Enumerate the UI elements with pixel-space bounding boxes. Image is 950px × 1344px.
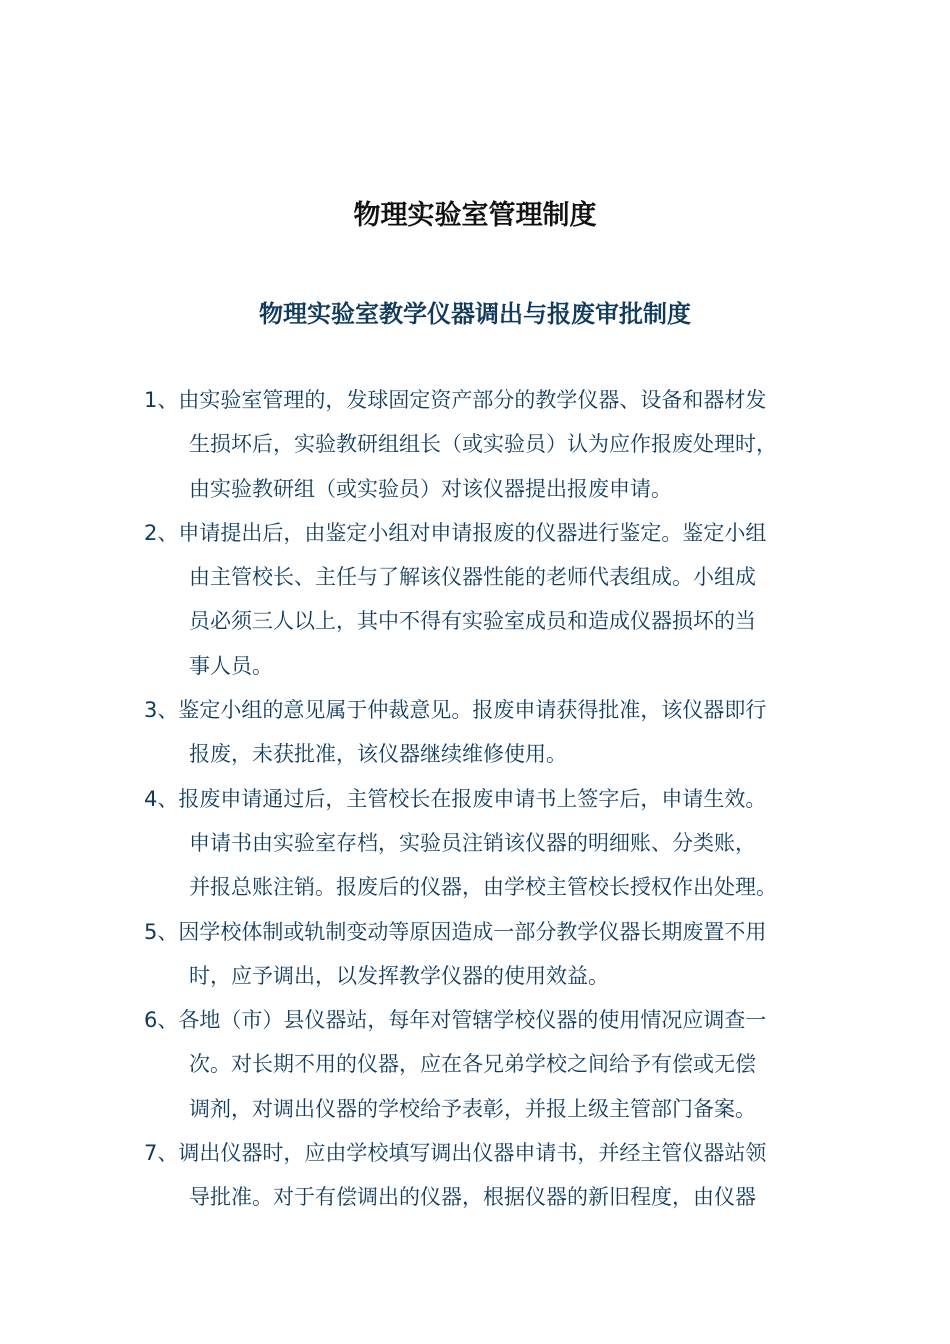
rule-first-line: 5、因学校体制或轨制变动等原因造成一部分教学仪器长期废置不用: [144, 919, 767, 944]
rule-first-line: 3、鉴定小组的意见属于仲裁意见。报废申请获得批准，该仪器即行: [144, 698, 767, 723]
rule-item: [144, 910, 834, 999]
rule-continuation-line: 次。对长期不用的仪器，应在各兄弟学校之间给予有偿或无偿: [189, 1052, 756, 1077]
rule-first-line: 6、各地（市）县仪器站，每年对管辖学校仪器的使用情况应调查一: [144, 1008, 767, 1033]
rule-item: [144, 777, 834, 910]
rule-item: [144, 378, 834, 511]
document-subtitle: 物理实验室教学仪器调出与报废审批制度: [259, 300, 691, 328]
rule-continuation-line: 由主管校长、主任与了解该仪器性能的老师代表组成。小组成: [189, 565, 756, 590]
rule-first-line: 2、申请提出后，由鉴定小组对申请报废的仪器进行鉴定。鉴定小组: [144, 520, 767, 545]
rule-continuation-line: 生损坏后，实验教研组组长（或实验员）认为应作报废处理时，: [189, 432, 777, 457]
rule-continuation-line: 时，应予调出，以发挥教学仪器的使用效益。: [189, 963, 609, 988]
document-title: 物理实验室管理制度: [353, 200, 597, 231]
rule-continuation-line: 并报总账注销。报废后的仪器，由学校主管校长授权作出处理。: [189, 875, 777, 900]
rule-item: [144, 1131, 834, 1220]
rule-first-line: 7、调出仪器时，应由学校填写调出仪器申请书，并经主管仪器站领: [144, 1141, 767, 1166]
rule-continuation-line: 事人员。: [189, 653, 273, 678]
rule-continuation-line: 由实验教研组（或实验员）对该仪器提出报废申请。: [189, 476, 672, 501]
rule-continuation-line: 导批准。对于有偿调出的仪器，根据仪器的新旧程度，由仪器: [189, 1185, 756, 1210]
rule-item: [144, 688, 834, 777]
rule-continuation-line: 申请书由实验室存档，实验员注销该仪器的明细账、分类账，: [189, 830, 756, 855]
rule-continuation-line: 报废，未获批准，该仪器继续维修使用。: [189, 742, 567, 767]
rule-first-line: 4、报废申请通过后，主管校长在报废申请书上签字后，申请生效。: [144, 786, 767, 811]
rule-item: [144, 998, 834, 1131]
rule-first-line: 1、由实验室管理的，发球固定资产部分的教学仪器、设备和器材发: [144, 388, 767, 412]
rule-continuation-line: 调剂，对调出仪器的学校给予表彰，并报上级主管部门备案。: [189, 1096, 756, 1121]
rule-item: [144, 511, 834, 688]
rules-list: [144, 378, 834, 1220]
rule-continuation-line: 员必须三人以上，其中不得有实验室成员和造成仪器损坏的当: [189, 609, 756, 634]
